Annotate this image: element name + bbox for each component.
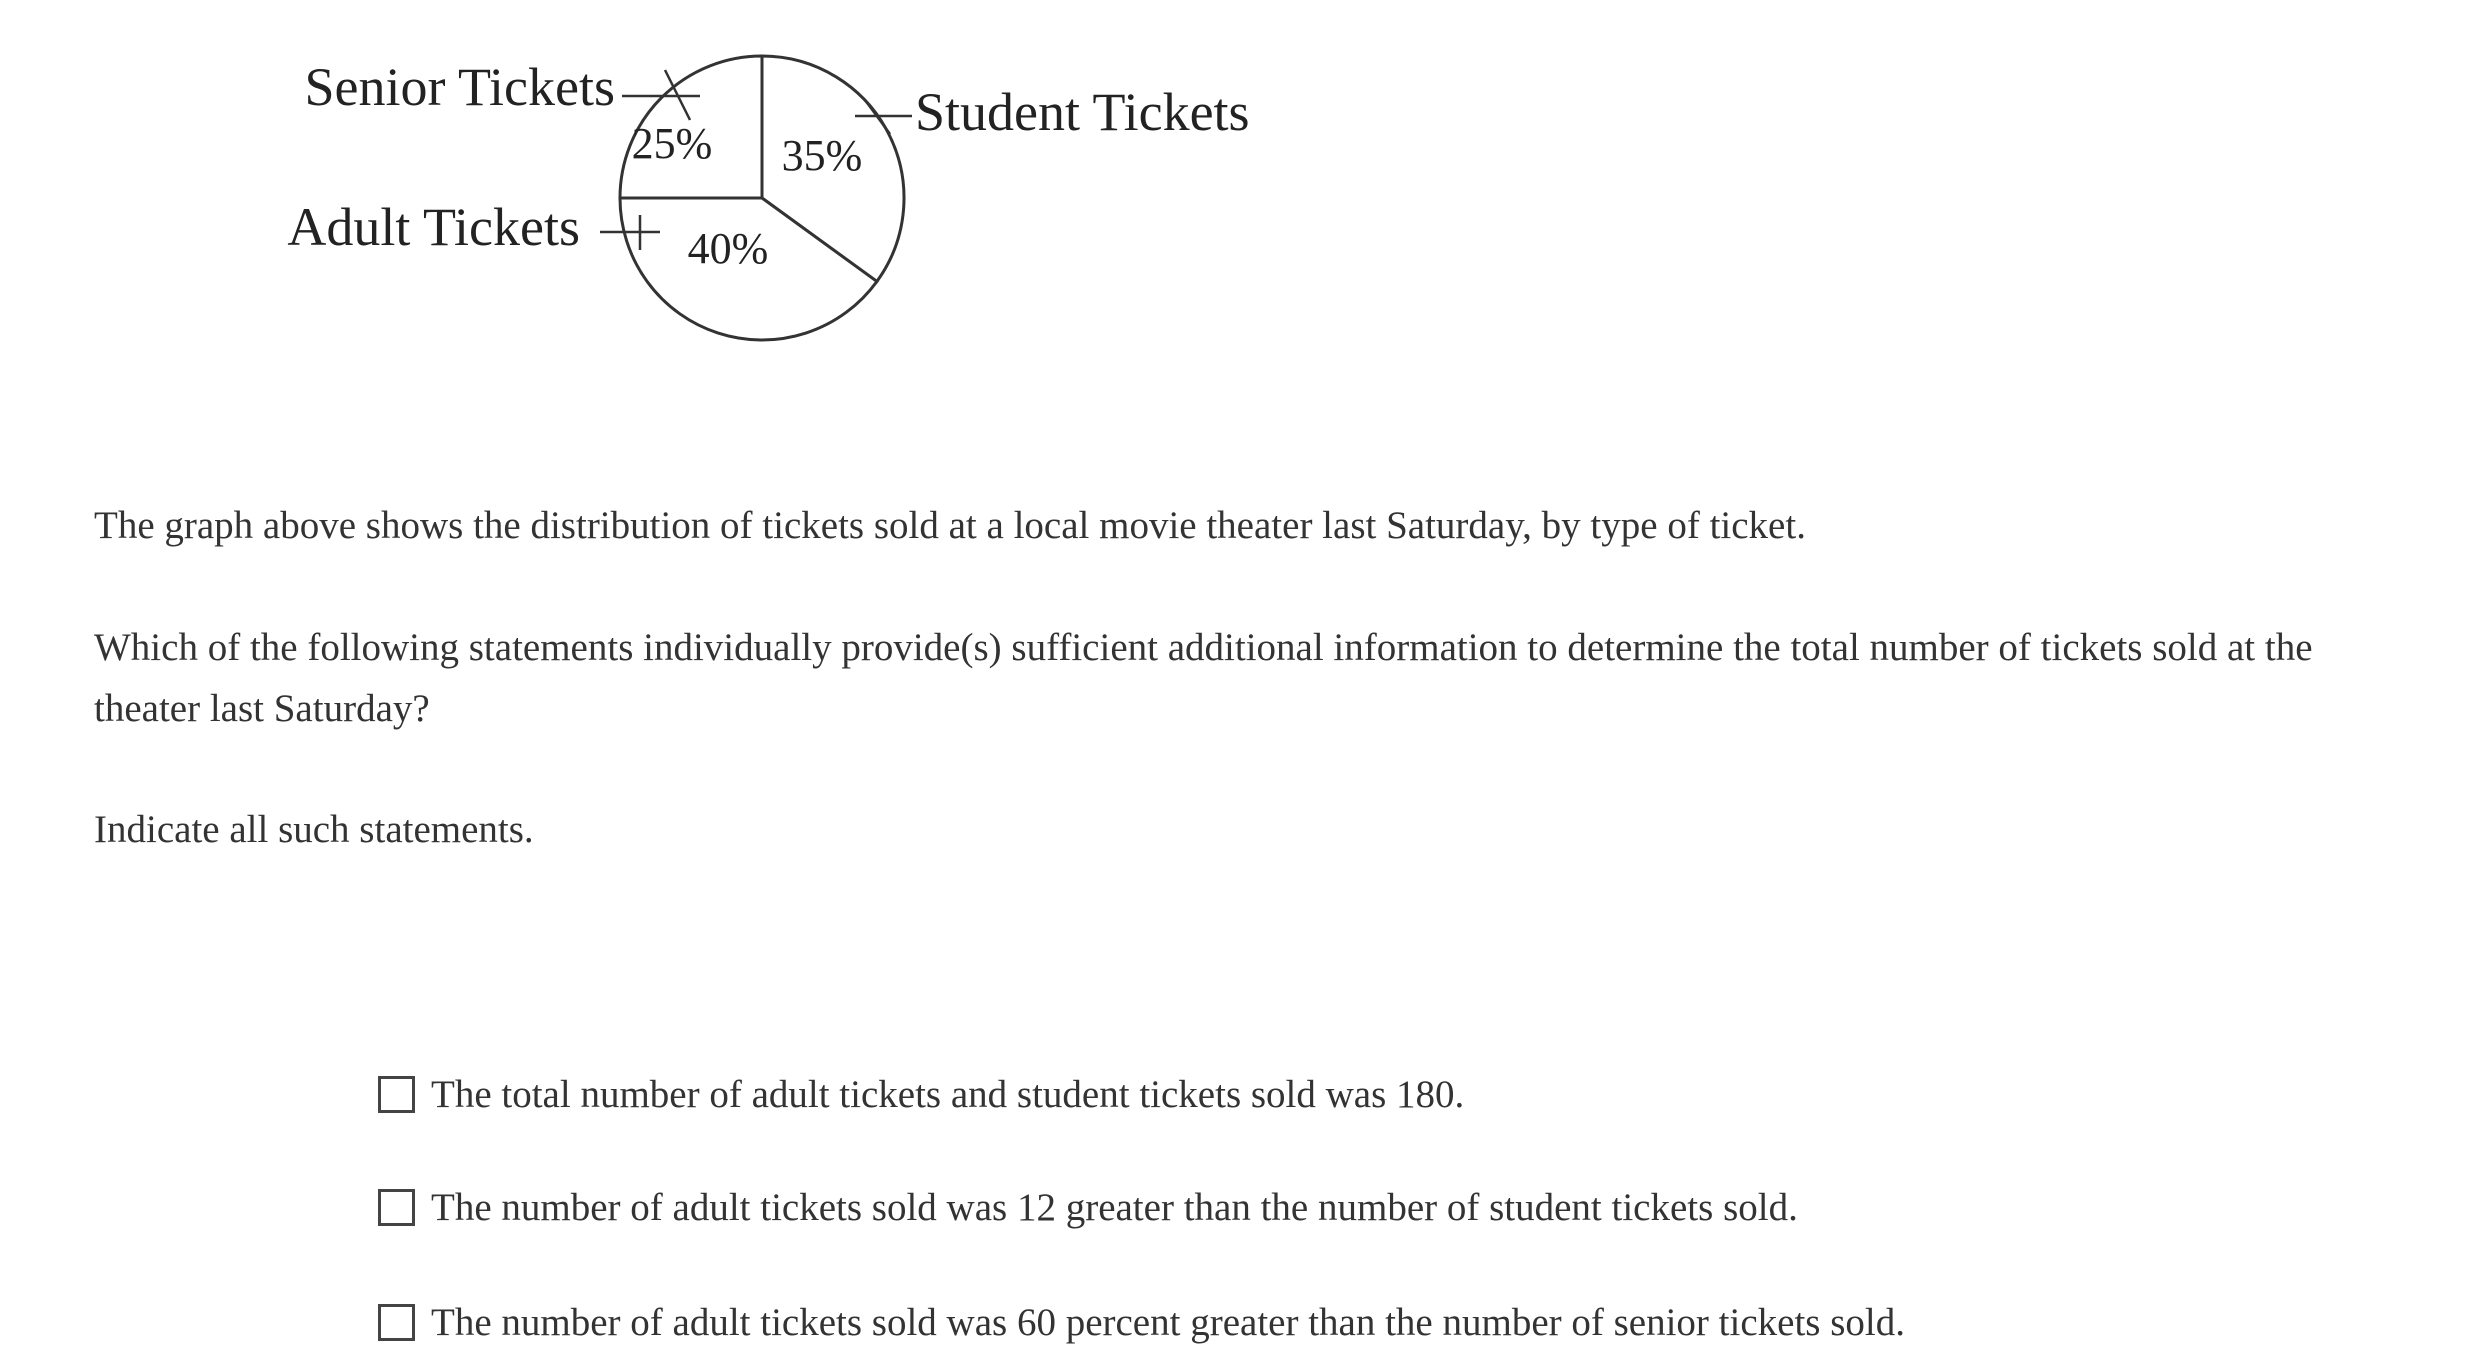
- question-prompt: Which of the following statements individually provide(s) sufficient additional information to determine the total number of tickets sold at the theater last Saturday?: [94, 626, 2313, 730]
- checkbox-3[interactable]: [378, 1304, 415, 1341]
- pie-chart-figure: [0, 0, 1400, 400]
- slice-category-label-senior-tickets: Senior Tickets: [304, 57, 615, 117]
- slice-value-label-senior-tickets: 25%: [631, 119, 713, 168]
- answer-choice-2-text: The number of adult tickets sold was 12 greater than the number of student tickets sold.: [431, 1185, 1798, 1229]
- answer-choice-3-text: The number of adult tickets sold was 60 percent greater than the number of senior tickets sold.: [431, 1300, 1905, 1344]
- question-intro: The graph above shows the distribution of tickets sold at a local movie theater last Saturday, by type of ticket.: [94, 504, 1806, 547]
- answer-choice-2[interactable]: [378, 1177, 1798, 1237]
- answer-choice-3[interactable]: [378, 1292, 1905, 1352]
- question-instruction: Indicate all such statements.: [94, 808, 534, 851]
- slice-value-label-student-tickets: 35%: [781, 131, 863, 180]
- checkbox-1[interactable]: [378, 1076, 415, 1113]
- slice-category-label-adult-tickets: Adult Tickets: [287, 197, 580, 257]
- slice-category-label-student-tickets: Student Tickets: [915, 82, 1250, 142]
- answer-choice-1[interactable]: [378, 1064, 1464, 1124]
- checkbox-2[interactable]: [378, 1189, 415, 1226]
- pie-chart: [0, 0, 1400, 400]
- answer-choice-1-text: The total number of adult tickets and student tickets sold was 180.: [431, 1072, 1465, 1116]
- slice-value-label-adult-tickets: 40%: [687, 224, 769, 273]
